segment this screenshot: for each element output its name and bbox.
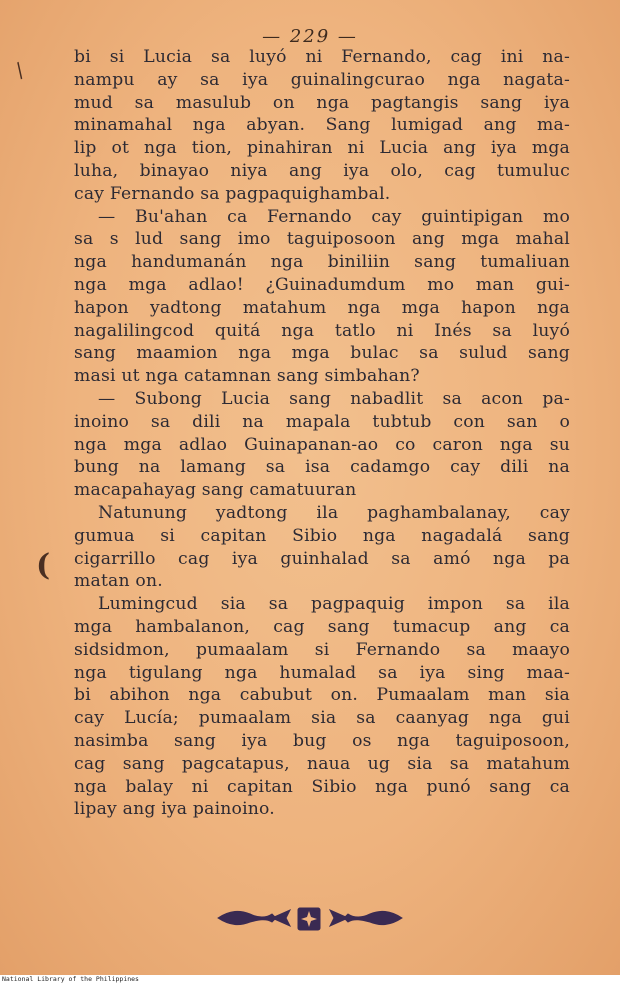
- pencil-mark: /: [10, 57, 29, 83]
- paragraph: [74, 502, 570, 593]
- text-line: cay Lucía; pumaalam sia sa caanyag nga gui: [74, 708, 570, 729]
- text-line: sidsidmon, pumaalam si Fernando sa maayo: [74, 639, 570, 660]
- text-line: Lumingcud sia sa pagpaquig impon sa ila: [98, 594, 570, 615]
- text-line: hapon yadtong matahum nga mga hapon nga: [74, 297, 570, 318]
- text-line: minamahal nga abyan. Sang lumigad ang ma-: [74, 115, 570, 136]
- text-line: nampu ay sa iya guinalingcurao nga nagata-: [74, 69, 570, 90]
- text-line: cag sang pagcatapus, naua ug sia sa matahum: [74, 753, 570, 774]
- text-line: lip ot nga tion, pinahiran ni Lucia ang iya mga: [74, 138, 570, 159]
- margin-bracket-mark: (: [36, 548, 51, 583]
- text-line: macapahayag sang camatuuran: [74, 480, 357, 501]
- ornament-divider: [0, 900, 620, 940]
- text-line: matan on.: [74, 571, 163, 592]
- text-line: nga tigulang nga humalad sa iya sing maa-: [74, 662, 570, 683]
- paragraph: [74, 388, 570, 502]
- paragraph: [74, 46, 570, 206]
- body-text: [74, 46, 570, 821]
- text-line: nga balay ni capitan Sibio nga punó sang ca: [74, 776, 570, 797]
- text-line: masi ut nga catamnan sang simbahan?: [74, 366, 420, 387]
- text-line: — Bu'ahan ca Fernando cay guintipigan mo: [98, 206, 570, 227]
- text-line: mga hambalanon, cag sang tumacup ang ca: [74, 616, 570, 637]
- text-line: sang maamion nga mga bulac sa sulud sang: [74, 343, 570, 364]
- text-line: nagalilingcod quitá nga tatlo ni Inés sa luyó: [74, 320, 570, 341]
- text-line: luha, binayao niya ang iya olo, cag tumuluc: [74, 160, 570, 181]
- footer-credit: National Library of the Philippines: [2, 975, 139, 983]
- page-number: — 229 —: [262, 26, 358, 47]
- text-line: cigarrillo cag iya guinhalad sa amó nga pa: [74, 548, 570, 569]
- text-line: nasimba sang iya bug os nga taguiposoon,: [74, 730, 570, 751]
- text-line: lipay ang iya painoino.: [74, 799, 275, 820]
- text-line: mud sa masulub on nga pagtangis sang iya: [74, 92, 570, 113]
- text-line: inoino sa dili na mapala tubtub con san o: [74, 411, 570, 432]
- text-line: cay Fernando sa pagpaquighambal.: [74, 183, 391, 204]
- text-line: nga handumanán nga biniliin sang tumaliuan: [74, 252, 570, 273]
- text-line: bung na lamang sa isa cadamgo cay dili na: [74, 457, 570, 478]
- text-line: sa s lud sang imo taguiposoon ang mga mahal: [74, 229, 570, 250]
- text-line: bi abihon nga cabubut on. Pumaalam man sia: [74, 685, 570, 706]
- text-line: nga mga adlao! ¿Guinadumdum mo man gui-: [74, 274, 570, 295]
- paragraph: [74, 593, 570, 821]
- text-line: Natunung yadtong ila paghambalanay, cay: [98, 502, 570, 523]
- text-line: nga mga adlao Guinapanan-ao co caron nga su: [74, 434, 570, 455]
- paragraph: [74, 206, 570, 388]
- text-line: gumua si capitan Sibio nga nagadalá sang: [74, 525, 570, 546]
- text-line: bi si Lucia sa luyó ni Fernando, cag ini na-: [74, 47, 570, 67]
- text-line: — Subong Lucia sang nabadlit sa acon pa-: [98, 388, 570, 409]
